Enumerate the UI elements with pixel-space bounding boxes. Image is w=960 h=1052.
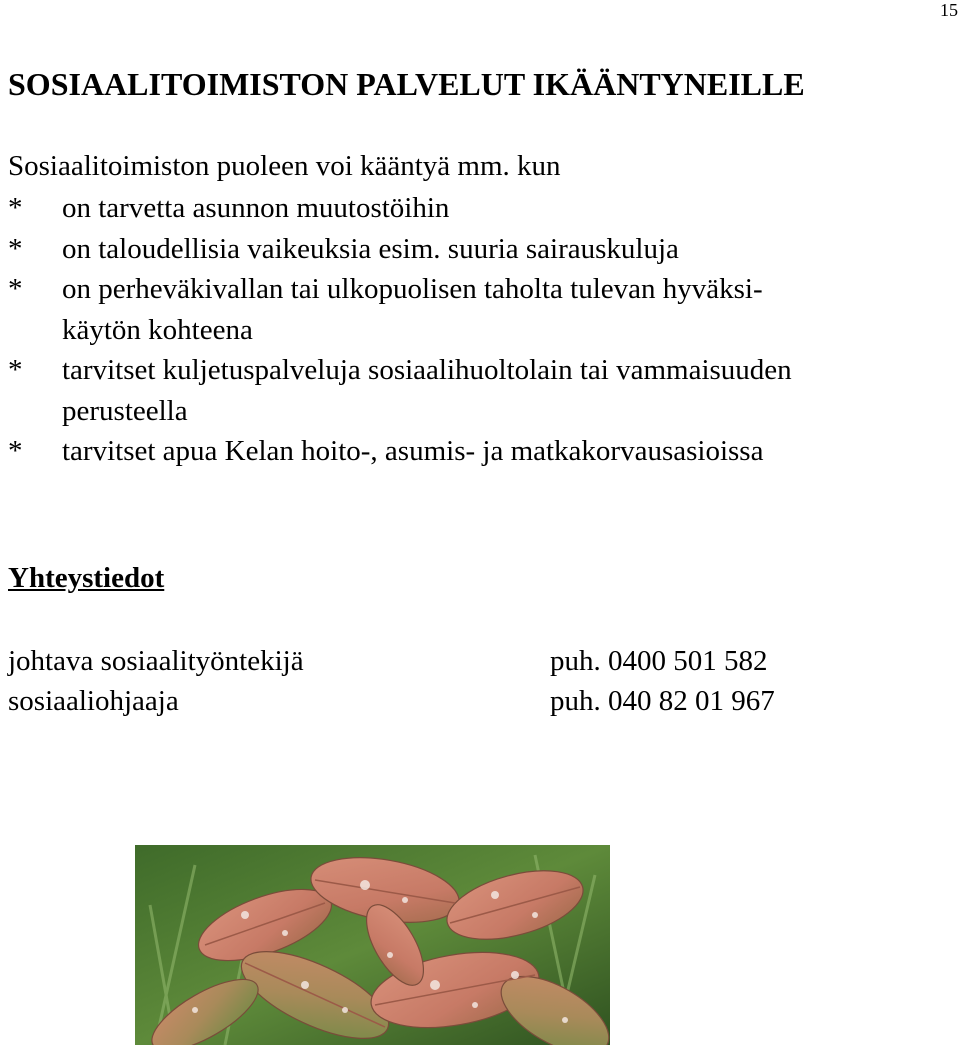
list-item-text: tarvitset apua Kelan hoito-, asumis- ja matkakorvausasioissa [62,435,764,467]
list-item [8,431,958,472]
contact-role: sosiaaliohjaaja [8,685,179,717]
list-item-text: tarvitset kuljetuspalveluja sosiaalihuoltolain tai vammaisuuden [62,354,792,386]
list-item-text: on tarvetta asunnon muutostöihin [62,192,450,224]
intro-text: Sosiaalitoimiston puoleen voi kääntyä mm. kun [8,150,561,182]
list-item-text-continued: käytön kohteena [62,313,253,346]
list-item-text-continued: perusteella [62,394,188,427]
list-item [8,188,958,229]
contact-phone: puh. 040 82 01 967 [550,685,775,717]
bullet-marker: * [8,192,23,224]
contact-heading: Yhteystiedot [8,562,165,594]
list-item-text: on perheväkivallan tai ulkopuolisen taholta tulevan hyväksi- [62,273,763,305]
page-title: SOSIAALITOIMISTON PALVELUT IKÄÄNTYNEILLE [8,66,805,102]
bullet-marker: * [8,273,23,305]
contact-role: johtava sosiaalityöntekijä [8,645,304,677]
contact-phone: puh. 0400 501 582 [550,645,768,677]
leaf-photo [135,845,610,1045]
list-item [8,229,958,270]
list-item [8,350,958,431]
bullet-marker: * [8,232,23,265]
list-item-text: on taloudellisia vaikeuksia esim. suuria sairauskuluja [62,232,679,265]
bullet-marker: * [8,354,23,386]
bullet-marker: * [8,435,23,467]
service-list [8,188,958,472]
page-number: 15 [940,0,958,20]
list-item [8,269,958,350]
